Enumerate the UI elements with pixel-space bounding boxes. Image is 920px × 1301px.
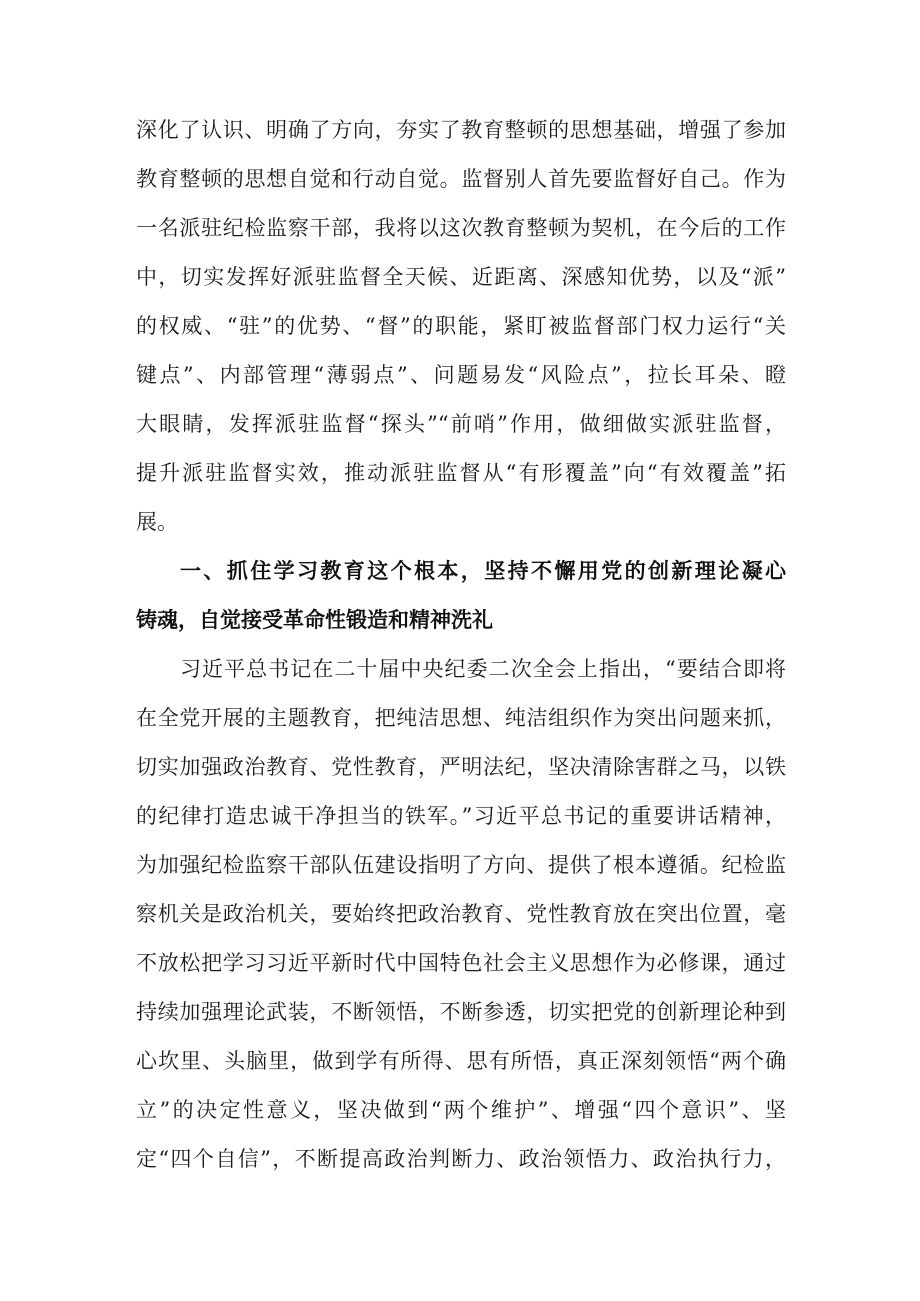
paragraph-1-line-6: 键点”、内部管理“薄弱点”、问题易发“风险点”，拉长耳朵、瞪 bbox=[136, 363, 786, 387]
paragraph-1-line-9: 展。 bbox=[136, 510, 178, 534]
paragraph-2-line-6: 察机关是政治机关，要始终把政治教育、党性教育放在突出位置，毫 bbox=[136, 902, 786, 926]
paragraph-2-line-9: 心坎里、头脑里，做到学有所得、思有所悟，真正深刻领悟“两个确 bbox=[136, 1049, 786, 1073]
paragraph-2-line-5: 为加强纪检监察干部队伍建设指明了方向、提供了根本遵循。纪检监 bbox=[136, 853, 786, 877]
paragraph-2-line-11: 定“四个自信”，不断提高政治判断力、政治领悟力、政治执行力， bbox=[136, 1147, 786, 1171]
paragraph-1-line-4: 中，切实发挥好派驻监督全天候、近距离、深感知优势，以及“派” bbox=[136, 265, 786, 289]
paragraph-2-line-7: 不放松把学习习近平新时代中国特色社会主义思想作为必修课，通过 bbox=[136, 951, 786, 975]
paragraph-2-line-4: 的纪律打造忠诚干净担当的铁军。”习近平总书记的重要讲话精神， bbox=[136, 804, 786, 828]
paragraph-1-line-5: 的权威、“驻”的优势、“督”的职能，紧盯被监督部门权力运行“关 bbox=[136, 314, 786, 338]
paragraph-2-line-8: 持续加强理论武装，不断领悟，不断参透，切实把党的创新理论种到 bbox=[136, 1000, 786, 1024]
section-heading-line-2: 铸魂，自觉接受革命性锻造和精神洗礼 bbox=[136, 608, 493, 632]
section-heading-line-1: 一、抓住学习教育这个根本，坚持不懈用党的创新理论凝心 bbox=[180, 559, 786, 583]
paragraph-2-line-10: 立”的决定性意义，坚决做到“两个维护”、增强“四个意识”、坚 bbox=[136, 1098, 786, 1122]
paragraph-2-line-3: 切实加强政治教育、党性教育，严明法纪，坚决清除害群之马，以铁 bbox=[136, 755, 786, 779]
paragraph-2-line-2: 在全党开展的主题教育，把纯洁思想、纯洁组织作为突出问题来抓， bbox=[136, 706, 786, 730]
paragraph-2-line-1: 习近平总书记在二十届中央纪委二次全会上指出，“要结合即将 bbox=[180, 657, 786, 681]
paragraph-1-line-2: 教育整顿的思想自觉和行动自觉。监督别人首先要监督好自己。作为 bbox=[136, 167, 786, 191]
paragraph-1-line-7: 大眼睛，发挥派驻监督“探头”“前哨”作用，做细做实派驻监督， bbox=[136, 412, 786, 436]
paragraph-1-line-3: 一名派驻纪检监察干部，我将以这次教育整顿为契机，在今后的工作 bbox=[136, 216, 786, 240]
paragraph-1-line-8: 提升派驻监督实效，推动派驻监督从“有形覆盖”向“有效覆盖”拓 bbox=[136, 461, 786, 485]
paragraph-1-line-1: 深化了认识、明确了方向，夯实了教育整顿的思想基础，增强了参加 bbox=[136, 118, 786, 142]
